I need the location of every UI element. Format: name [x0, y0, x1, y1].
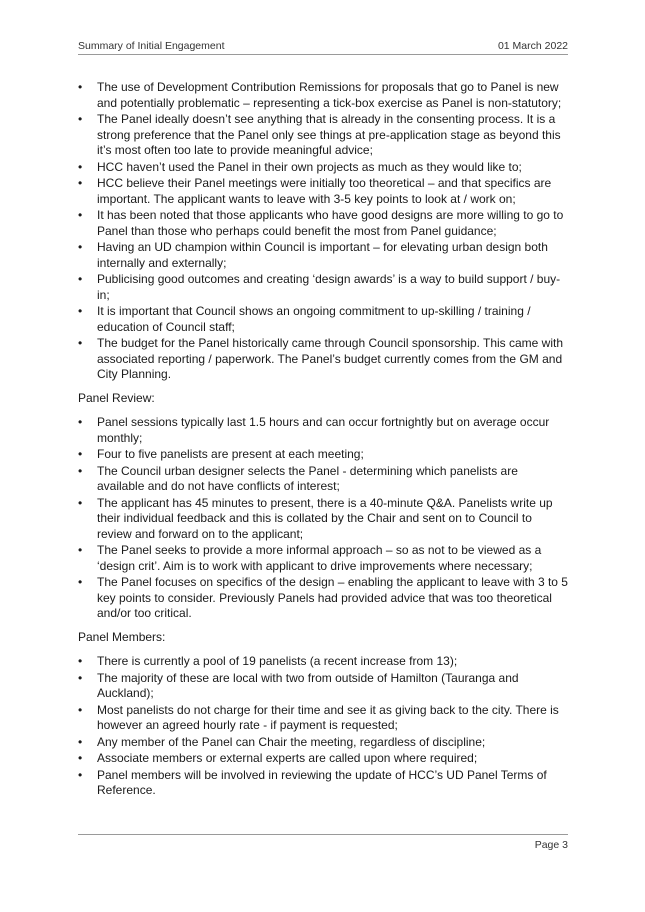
list-item-text: HCC haven’t used the Panel in their own projects as much as they would like to; — [97, 159, 522, 174]
bullet-icon: • — [78, 415, 83, 429]
bullet-icon: • — [78, 751, 83, 765]
list-item-text: The Panel seeks to provide a more informal approach – so as not to be viewed as a ‘design crit’. Aim is to work with applicant to drive improvements where necessary; — [97, 543, 542, 573]
list-item-text: The use of Development Contribution Remissions for proposals that go to Panel is new and potentially problematic – representing a tick-box exercise as Panel is non-statutory; — [97, 80, 562, 110]
bullet-icon: • — [78, 670, 83, 685]
list-item-text: There is currently a pool of 19 panelists (a recent increase from 13); — [97, 654, 458, 668]
list-item-text: The applicant has 45 minutes to present, there is a 40-minute Q&A. Panelists write up their individual feedback and this is collated by the Chair and sent on to Council to review and forward on to the applicant; — [97, 495, 553, 541]
bullet-icon: • — [78, 112, 83, 126]
bullet-icon: • — [78, 767, 83, 782]
list-item — [78, 543, 568, 574]
bullet-icon: • — [78, 176, 83, 190]
list-item-text: HCC believe their Panel meetings were initially too theoretical – and that specifics are important. The applicant wants to leave with 3-5 key points to look at / work on; — [97, 176, 552, 206]
panel-review-heading: Panel Review: — [78, 390, 155, 405]
list-item — [78, 112, 568, 159]
document-date: 01 March 2022 — [497, 40, 568, 52]
bullet-icon: • — [78, 272, 83, 286]
bullet-icon: • — [78, 240, 83, 254]
panel-review-list — [78, 415, 568, 622]
list-item-text: Most panelists do not charge for their time and see it as giving back to the city. There is however an agreed hourly rate - if payment is requested; — [97, 702, 559, 732]
document-title: Summary of Initial Engagement — [78, 40, 225, 52]
list-item — [78, 160, 568, 176]
list-item-text: Four to five panelists are present at each meeting; — [97, 447, 364, 461]
bullet-icon: • — [78, 304, 83, 318]
list-item — [78, 735, 568, 751]
list-item-text: Publicising good outcomes and creating ‘design awards’ is a way to build support / buy-in; — [97, 272, 561, 302]
list-item — [78, 80, 568, 111]
list-item — [78, 176, 568, 207]
list-item-text: The majority of these are local with two from outside of Hamilton (Tauranga and Auckland); — [97, 670, 519, 700]
bullet-icon: • — [78, 575, 83, 589]
list-item-text: The Panel ideally doesn’t see anything that is already in the consenting process. It is a strong preference that the Panel only see things at pre-application stage as beyond this it’s most often too late to provide meaningful advice; — [97, 112, 561, 157]
footer-rule — [78, 834, 568, 835]
list-item-text: Associate members or external experts are called upon where required; — [97, 751, 478, 765]
bullet-icon: • — [78, 495, 83, 510]
list-item-text: Any member of the Panel can Chair the meeting, regardless of discipline; — [97, 734, 486, 749]
bullet-icon: • — [78, 734, 83, 749]
bullet-icon: • — [78, 543, 83, 557]
list-item — [78, 336, 568, 383]
bullet-icon: • — [78, 463, 83, 478]
list-item — [78, 703, 568, 734]
list-item — [78, 304, 568, 335]
list-item-text: The Council urban designer selects the Panel - determining which panelists are available and do not have conflicts of interest; — [97, 463, 518, 493]
list-item-text: The budget for the Panel historically came through Council sponsorship. This came with associated reporting / paperwork. The Panel’s budget currently comes from the GM and City Planning. — [97, 336, 564, 381]
page-body — [78, 80, 568, 800]
list-item — [78, 575, 568, 622]
intro-bullet-list — [78, 80, 568, 383]
list-item — [78, 415, 568, 446]
list-item — [78, 240, 568, 271]
bullet-icon: • — [78, 654, 83, 668]
list-item — [78, 751, 568, 767]
list-item-text: Having an UD champion within Council is important – for elevating urban design both internally and externally; — [97, 240, 548, 270]
list-item — [78, 447, 568, 463]
list-item — [78, 464, 568, 495]
list-item-text: Panel members will be involved in reviewing the update of HCC’s UD Panel Terms of Reference. — [97, 767, 547, 797]
list-item — [78, 671, 568, 702]
page-number: Page 3 — [534, 839, 568, 851]
list-item — [78, 768, 568, 799]
list-item — [78, 496, 568, 543]
header-rule — [78, 54, 568, 55]
list-item — [78, 272, 568, 303]
bullet-icon: • — [78, 447, 83, 461]
bullet-icon: • — [78, 336, 83, 350]
list-item-text: It is important that Council shows an ongoing commitment to up-skilling / training / education of Council staff; — [97, 304, 531, 334]
bullet-icon: • — [78, 80, 83, 94]
panel-members-heading: Panel Members: — [78, 629, 166, 644]
list-item — [78, 654, 568, 670]
list-item-text: Panel sessions typically last 1.5 hours and can occur fortnightly but on average occur monthly; — [97, 415, 550, 445]
list-item-text: The Panel focuses on specifics of the design – enabling the applicant to leave with 3 to 5 key points to consider. Previously Panels had provided advice that was too theoretical and/or too critical. — [97, 575, 568, 620]
bullet-icon: • — [78, 702, 83, 717]
list-item-text: It has been noted that those applicants who have good designs are more willing to go to Panel than those who perhaps could benefit the most from Panel guidance; — [97, 208, 564, 238]
bullet-icon: • — [78, 208, 83, 222]
bullet-icon: • — [78, 159, 83, 174]
panel-members-list — [78, 654, 568, 799]
list-item — [78, 208, 568, 239]
